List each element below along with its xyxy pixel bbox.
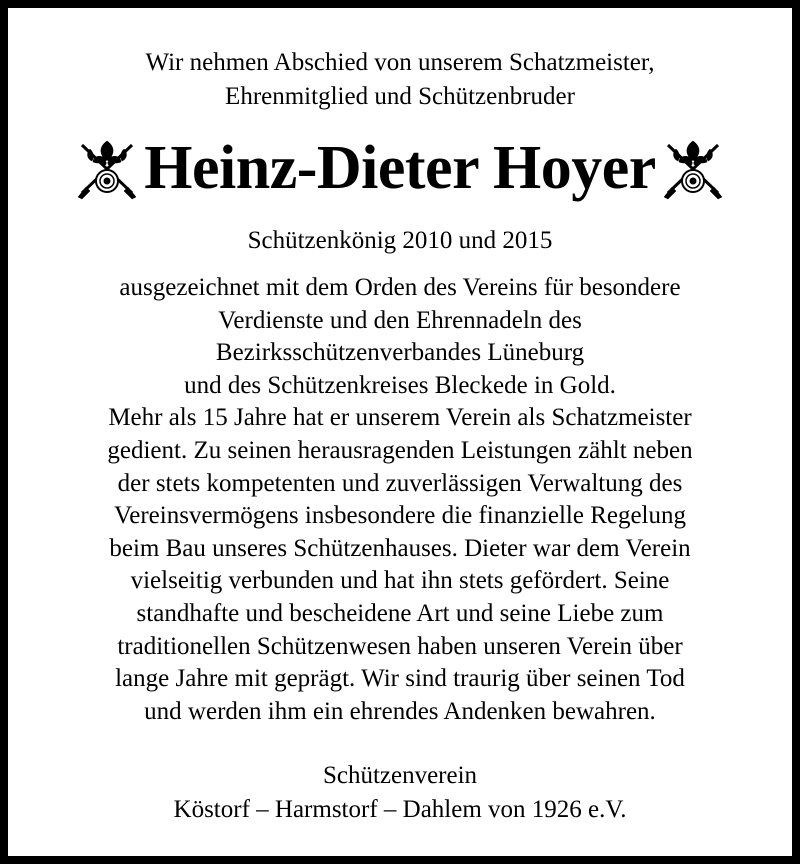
intro-line: Ehrenmitglied und Schützenbruder <box>225 83 575 110</box>
obituary-body <box>8 272 792 728</box>
body-line: lange Jahre mit geprägt. Wir sind traurig über seinen Tod <box>115 665 685 693</box>
body-line: und des Schützenkreises Bleckede in Gold. <box>184 371 616 399</box>
intro-line: Wir nehmen Abschied von unserem Schatzmeister, <box>145 49 655 76</box>
schuetzenkoenig-line: Schützenkönig 2010 und 2015 <box>247 227 553 254</box>
marksman-emblem-icon <box>74 135 140 201</box>
intro-text <box>8 46 792 114</box>
club-signature <box>8 759 792 827</box>
body-line: traditionellen Schützenwesen haben unseren Verein über <box>117 632 683 660</box>
marksman-emblem-icon <box>660 135 726 201</box>
club-full-name: Köstorf – Harmstorf – Dahlem von 1926 e.V. <box>173 796 627 823</box>
body-line: beim Bau unseres Schützenhauses. Dieter war dem Verein <box>109 534 691 562</box>
body-line: und werden ihm ein ehrendes Andenken bewahren. <box>144 697 656 725</box>
club-name: Schützenverein <box>322 762 478 789</box>
body-line: der stets kompetenten und zuverlässigen Verwaltung des <box>117 469 683 497</box>
body-line: Bezirksschützenverbandes Lüneburg <box>215 339 585 367</box>
body-line: Verdienste und den Ehrennadeln des <box>218 306 582 334</box>
body-line: gedient. Zu seinen herausragenden Leistungen zählt neben <box>107 436 693 464</box>
body-line: standhafte und bescheidene Art und seine Liebe zum <box>136 599 664 627</box>
body-line: ausgezeichnet mit dem Orden des Vereins für besondere <box>119 274 681 301</box>
body-line: Mehr als 15 Jahre hat er unserem Verein als Schatzmeister <box>108 404 692 432</box>
deceased-name: Heinz-Dieter Hoyer <box>144 134 656 202</box>
body-line: vielseitig verbunden und hat ihn stets gefördert. Seine <box>130 567 670 595</box>
name-heading-row <box>8 128 792 208</box>
body-line: Vereinsvermögens insbesondere die finanzielle Regelung <box>113 502 687 530</box>
